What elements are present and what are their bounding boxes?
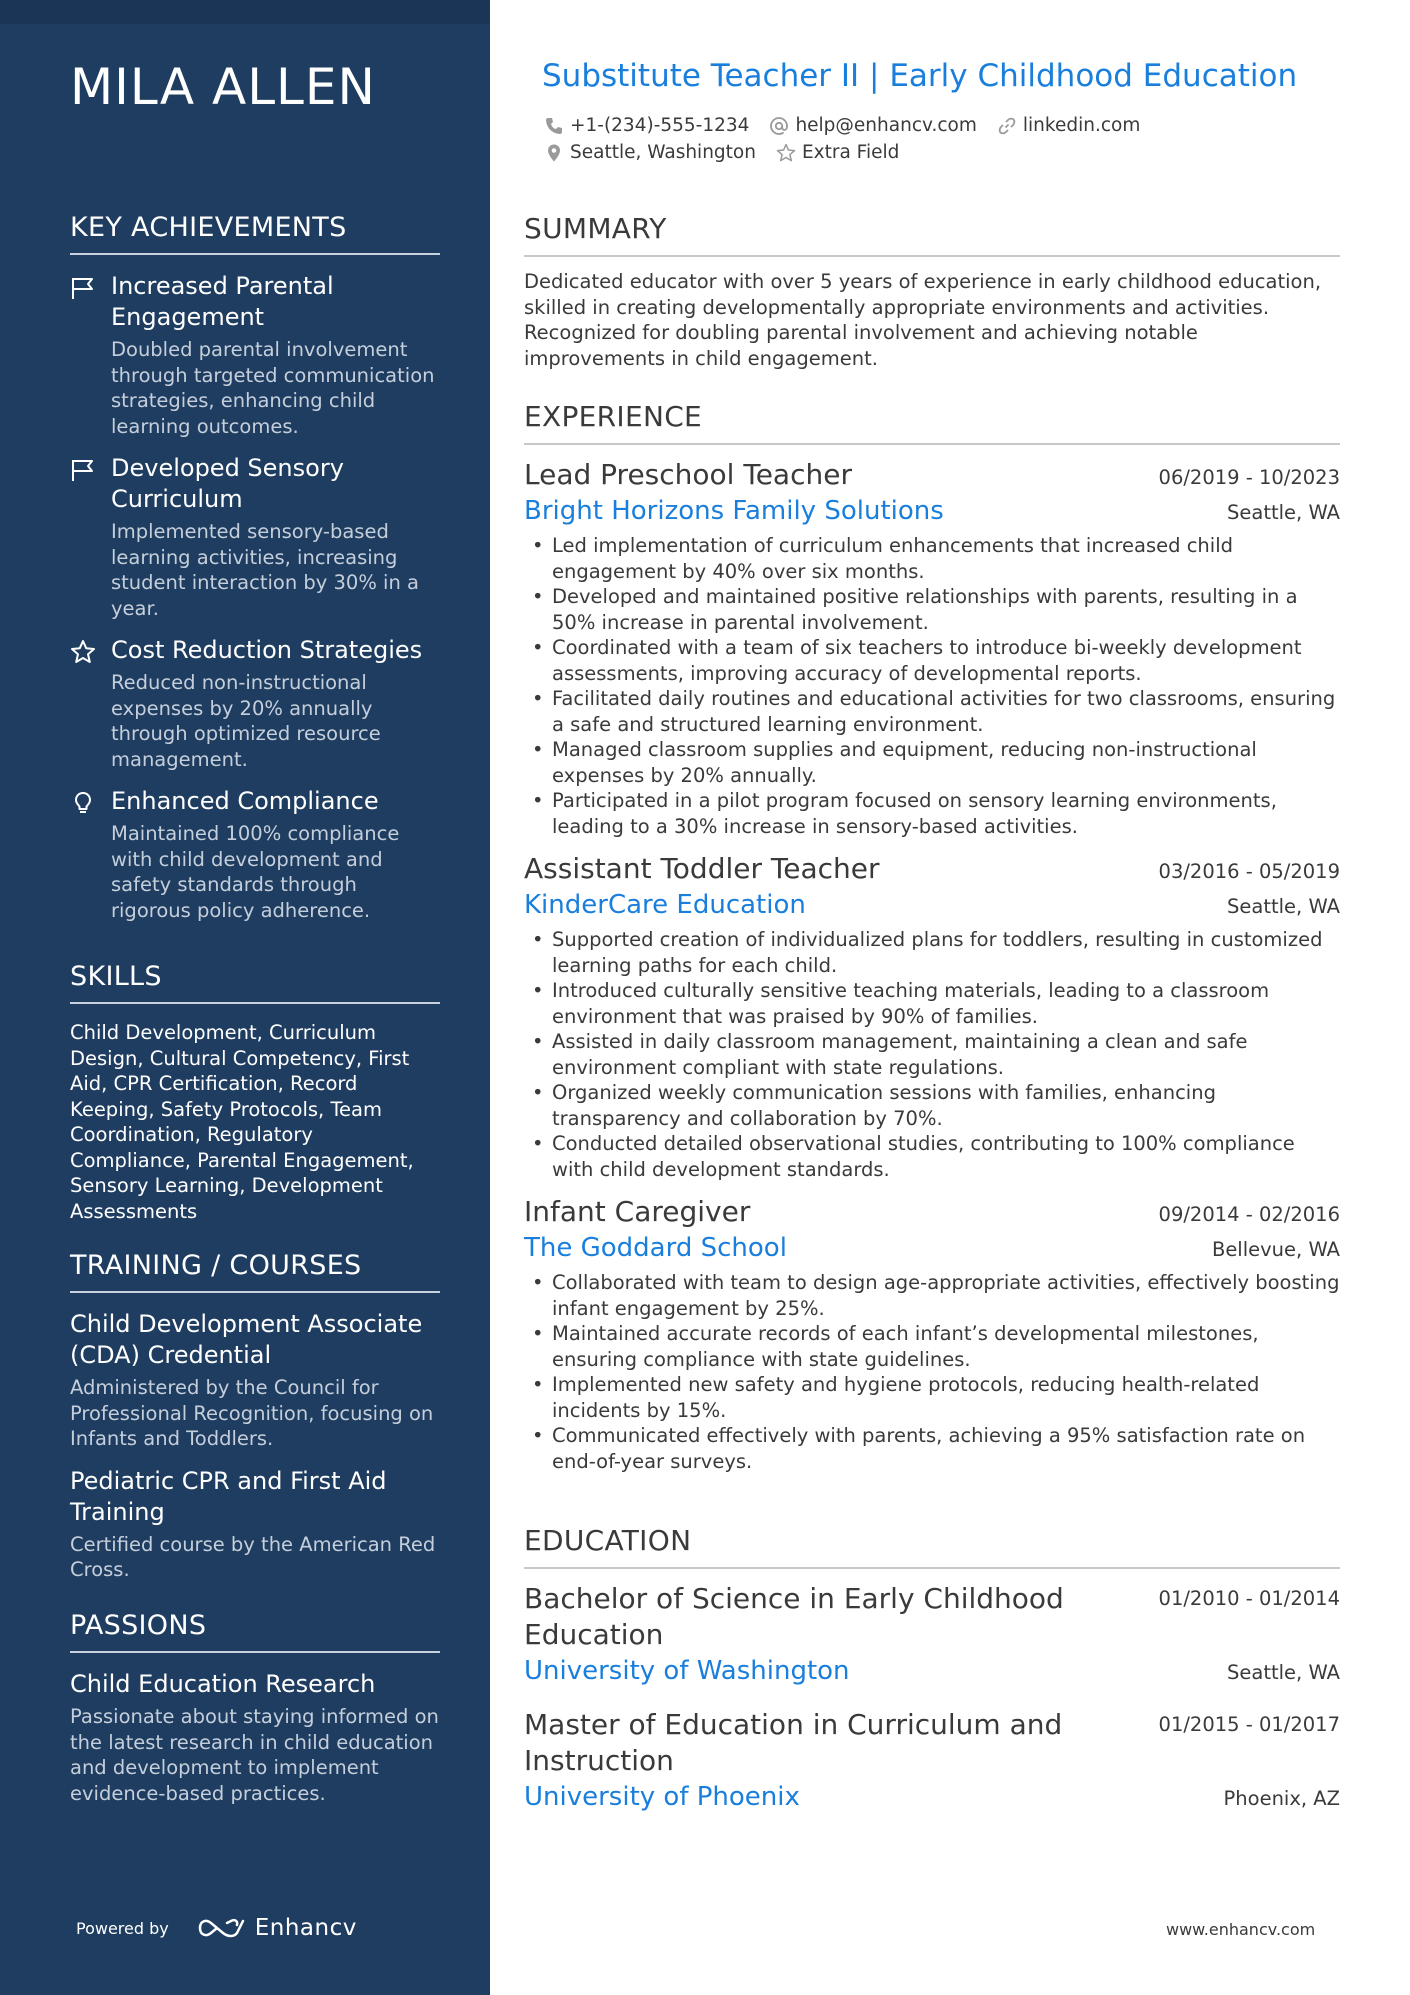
education-degree: Master of Education in Curriculum and Instruction (524, 1708, 1063, 1777)
experience-section (524, 400, 1340, 1486)
lightbulb-icon (70, 790, 96, 816)
job-title: Assistant Toddler Teacher (524, 852, 880, 885)
job-location: Seattle, WA (1227, 895, 1340, 918)
job-bullet: • Developed and maintained positive relationships with parents, resulting in a 50% increase in parental involvement. (524, 584, 1340, 635)
course-title: Pediatric CPR and First Aid Training (70, 1466, 387, 1526)
job-bullet: • Introduced culturally sensitive teaching materials, leading to a classroom environment that was praised by 90% of families. (524, 978, 1340, 1029)
job-bullets (524, 1270, 1340, 1474)
education-location: Phoenix, AZ (1223, 1787, 1340, 1810)
location-contact (544, 142, 756, 163)
education-school: University of Washington (524, 1656, 850, 1686)
phone-text: +1-(234)-555-1234 (570, 115, 750, 136)
course-desc: Certified course by the American Red Cross. (70, 1532, 436, 1581)
job-title: Lead Preschool Teacher (524, 458, 852, 491)
passions-heading: PASSIONS (70, 1610, 440, 1653)
extra-field-text: Extra Field (801, 142, 900, 163)
job-dates: 03/2016 - 05/2019 (1158, 860, 1340, 883)
powered-by-footer (76, 1914, 357, 1942)
education-dates: 01/2010 - 01/2014 (1158, 1587, 1340, 1610)
job-bullet: • Organized weekly communication sessions with families, enhancing transparency and collaboration by 70%. (524, 1080, 1340, 1131)
job-bullet: • Participated in a pilot program focused on sensory learning environments, leading to a 30% increase in sensory-based activities. (524, 788, 1340, 839)
job-bullet: • Maintained accurate records of each infant’s developmental milestones, ensuring compliance with state guidelines. (524, 1321, 1340, 1372)
key-achievements-heading: KEY ACHIEVEMENTS (70, 212, 440, 255)
job-bullet: • Collaborated with team to design age-appropriate activities, effectively boosting infant engagement by 25%. (524, 1270, 1340, 1321)
contact-info (544, 112, 1324, 166)
job-location: Bellevue, WA (1211, 1238, 1340, 1261)
job-bullets (524, 533, 1340, 839)
email-contact[interactable] (769, 115, 976, 136)
job-bullet: • Implemented new safety and hygiene protocols, reducing health-related incidents by 15%. (524, 1372, 1340, 1423)
skills-heading: SKILLS (70, 961, 440, 1004)
linkedin-text: linkedin.com (1022, 115, 1141, 136)
job-title: Infant Caregiver (524, 1195, 751, 1228)
at-icon (769, 116, 789, 136)
education-heading: EDUCATION (524, 1524, 1340, 1569)
job-company: Bright Horizons Family Solutions (524, 496, 944, 526)
sidebar-top-bar (0, 0, 490, 24)
candidate-name: MILA ALLEN (70, 58, 376, 116)
location-text: Seattle, Washington (570, 142, 756, 163)
course-desc: Administered by the Council for Professional Recognition, focusing on Infants and Toddlers. (70, 1376, 434, 1450)
job-company: KinderCare Education (524, 890, 806, 920)
job-bullet: • Supported creation of individualized plans for toddlers, resulting in customized learning paths for each child. (524, 927, 1340, 978)
education-degree: Bachelor of Science in Early Childhood Education (524, 1582, 1064, 1651)
achievement-title: Developed Sensory Curriculum (111, 454, 344, 513)
job-bullet: • Managed classroom supplies and equipment, reducing non-instructional expenses by 20% annually. (524, 737, 1340, 788)
experience-heading: EXPERIENCE (524, 400, 1340, 445)
job-bullet: • Assisted in daily classroom management, maintaining a clean and safe environment compliant with state regulations. (524, 1029, 1340, 1080)
course-title: Child Development Associate (CDA) Credential (70, 1310, 423, 1369)
achievement-item (70, 635, 440, 772)
achievement-desc: Doubled parental involvement through targeted communication strategies, enhancing child learning outcomes. (111, 338, 435, 438)
achievement-title: Increased Parental Engagement (111, 272, 334, 331)
phone-contact[interactable] (544, 115, 749, 136)
education-entry (524, 1581, 1340, 1689)
flag-icon (70, 457, 96, 483)
skills-section (70, 961, 440, 1224)
location-pin-icon (544, 143, 564, 163)
education-school: University of Phoenix (524, 1782, 800, 1812)
passion-item (70, 1669, 440, 1806)
link-icon (997, 116, 1017, 136)
contact-row (544, 139, 1324, 166)
star-icon (70, 639, 96, 665)
training-section (70, 1250, 440, 1597)
achievement-title: Enhanced Compliance (111, 787, 379, 815)
star-outline-icon (776, 143, 796, 163)
summary-section (524, 212, 1340, 371)
enhancv-logo-icon (197, 1914, 247, 1942)
linkedin-contact[interactable] (997, 115, 1140, 136)
job-bullet: • Conducted detailed observational studies, contributing to 100% compliance with child development standards. (524, 1131, 1340, 1182)
job-bullet: • Communicated effectively with parents, achieving a 95% satisfaction rate on end-of-year surveys. (524, 1423, 1340, 1474)
flag-icon (70, 275, 96, 301)
achievement-desc: Implemented sensory-based learning activities, increasing student interaction by 30% in a year. (111, 520, 419, 620)
headline: Substitute Teacher II | Early Childhood Education (542, 58, 1298, 94)
achievement-title: Cost Reduction Strategies (111, 636, 423, 664)
passion-desc: Passionate about staying informed on the latest research in child education and development to implement evidence-based practices. (70, 1705, 439, 1805)
summary-text: Dedicated educator with over 5 years of experience in early childhood education, skilled in creating developmentally appropriate environments and activities. Recognized for doubling parental involvement and achieving notable improvements in child engagement. (524, 270, 1322, 370)
job-bullets (524, 927, 1340, 1182)
footer-url[interactable]: www.enhancv.com (1166, 1920, 1316, 1939)
education-location: Seattle, WA (1227, 1661, 1340, 1684)
job-dates: 06/2019 - 10/2023 (1158, 466, 1340, 489)
job-entry (524, 457, 1340, 839)
achievement-item (70, 271, 440, 439)
job-bullet: • Led implementation of curriculum enhancements that increased child engagement by 40% over six months. (524, 533, 1340, 584)
achievement-desc: Maintained 100% compliance with child development and safety standards through rigorous policy adherence. (111, 822, 400, 922)
course-item (70, 1309, 440, 1452)
achievement-item (70, 786, 440, 923)
achievement-desc: Reduced non-instructional expenses by 20% annually through optimized resource management. (111, 671, 381, 771)
job-bullet: • Coordinated with a team of six teachers to introduce bi-weekly development assessments, improving accuracy of developmental reports. (524, 635, 1340, 686)
phone-icon (544, 116, 564, 136)
job-location: Seattle, WA (1227, 501, 1340, 524)
training-heading: TRAINING / COURSES (70, 1250, 440, 1293)
job-entry (524, 1194, 1340, 1474)
job-bullet: • Facilitated daily routines and educational activities for two classrooms, ensuring a safe and structured learning environment. (524, 686, 1340, 737)
email-text: help@enhancv.com (795, 115, 977, 136)
education-dates: 01/2015 - 01/2017 (1158, 1713, 1340, 1736)
extra-field-contact (776, 142, 899, 163)
sidebar (0, 0, 490, 1995)
powered-by-label: Powered by (76, 1918, 169, 1938)
job-entry (524, 851, 1340, 1182)
contact-row (544, 112, 1324, 139)
skills-list: Child Development, Curriculum Design, Cultural Competency, First Aid, CPR Certification, Record Keeping, Safety Protocols, Team Coordination, Regulatory Compliance, Parental Engagement, Sensory Learning, Development Assessments (70, 1021, 414, 1223)
course-item (70, 1466, 440, 1583)
job-company: The Goddard School (524, 1233, 787, 1263)
passion-title: Child Education Research (70, 1670, 376, 1698)
job-dates: 09/2014 - 02/2016 (1158, 1203, 1340, 1226)
key-achievements-section (70, 212, 440, 937)
passions-section (70, 1610, 440, 1820)
education-section (524, 1524, 1340, 1833)
education-entry (524, 1707, 1340, 1815)
enhancv-brand: Enhancv (254, 1915, 357, 1941)
summary-heading: SUMMARY (524, 212, 1340, 257)
achievement-item (70, 453, 440, 621)
